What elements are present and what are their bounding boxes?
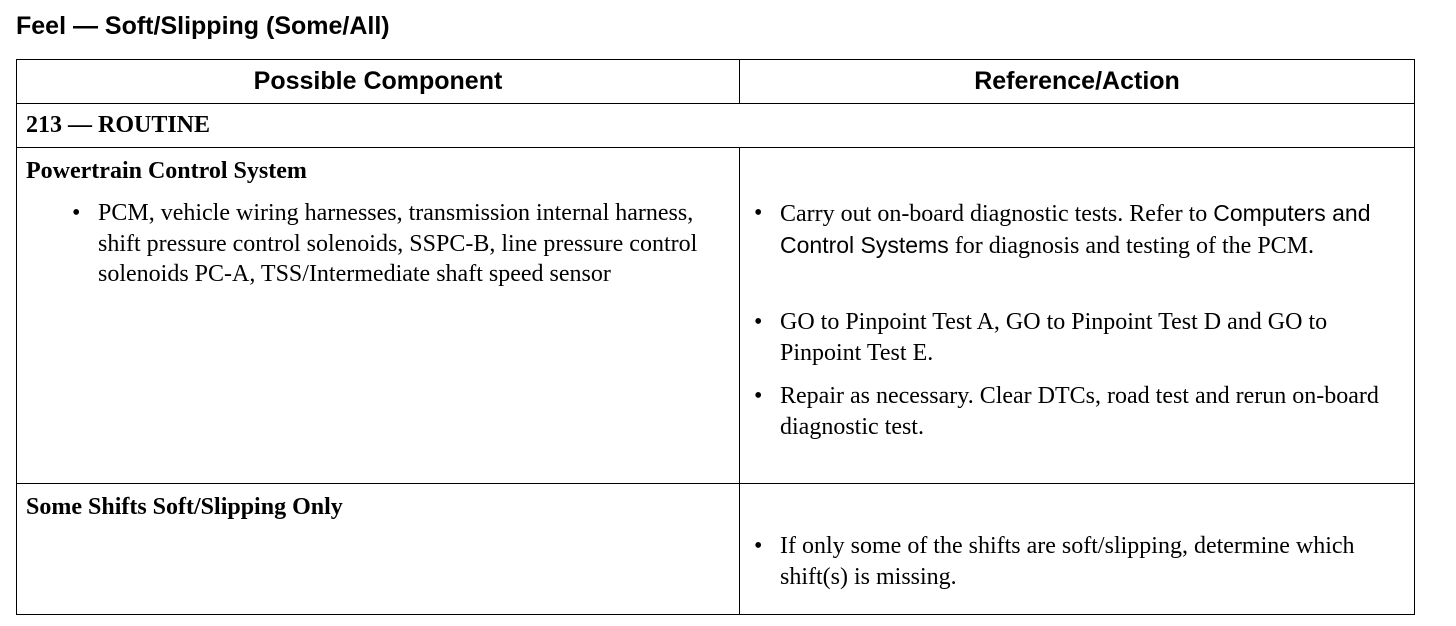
table-row — [17, 148, 1415, 484]
action-bullet: • Repair as necessary. Clear DTCs, road test and rerun on-board diagnostic test. — [754, 381, 1398, 442]
component-cell — [17, 148, 740, 484]
component-title: Some Shifts Soft/Slipping Only — [26, 494, 343, 520]
action-cell — [740, 484, 1415, 615]
action-text: Carry out on-board diagnostic tests. Refer to — [780, 201, 1208, 227]
action-text: for diagnosis and testing of the PCM. — [954, 232, 1315, 259]
header-row — [17, 60, 1415, 104]
section-row — [17, 104, 1415, 148]
header-reference-action: Reference/Action — [740, 60, 1415, 104]
component-bullet: • PCM, vehicle wiring harnesses, transmission internal harness, shift pressure control solenoids, SSPC-B, line pressure control solenoids PC-A, TSS/Intermediate shaft speed sensor — [72, 198, 730, 290]
component-title: Powertrain Control System — [26, 158, 307, 184]
action-bullet: • If only some of the shifts are soft/slipping, determine which shift(s) is missing. — [754, 531, 1398, 592]
diagnosis-table — [16, 59, 1415, 615]
header-possible-component: Possible Component — [17, 60, 740, 104]
action-bullet: • GO to Pinpoint Test A, GO to Pinpoint Test D and GO to Pinpoint Test E. — [754, 307, 1398, 368]
section-label: 213 — ROUTINE — [17, 104, 1415, 148]
component-cell — [17, 484, 740, 615]
table-row — [17, 484, 1415, 615]
action-bullet — [754, 198, 1398, 261]
page-title: Feel — Soft/Slipping (Some/All) — [16, 12, 390, 40]
action-cell — [740, 148, 1415, 484]
reference-link[interactable]: Computers and Control Systems — [780, 200, 1371, 258]
